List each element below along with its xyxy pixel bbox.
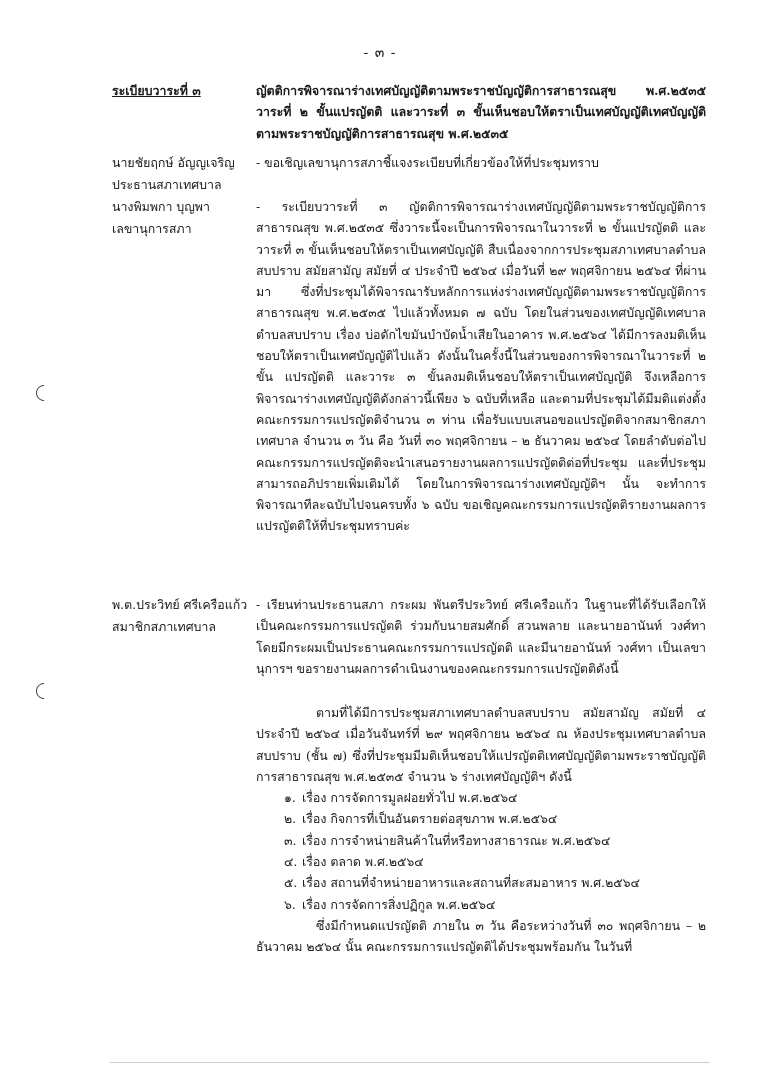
item-number: ๕.	[284, 875, 298, 891]
page-number: - ๓ -	[363, 45, 397, 61]
meeting-summary-paragraph: ตามที่ได้มีการประชุมสภาเทศบาลตำบลสบปราบ สมัยสามัญ สมัยที่ ๔ ประจำปี ๒๕๖๔ เมื่อวันจันทร์ที่ ๒๙ พฤศจิกายน ๒๕๖๔ ณ ห้องประชุมเทศบาลตำบลสบปราบ (ชั้น ๗) ซึ่งที่ประชุมมีมติเห็นชอบให้แปรญัตติเทศบัญญัติตามพระราชบัญญัติการสาธารณสุข พ.ศ.๒๕๓๕ จำนวน ๖ ร่างเทศบัญญัติฯ ดังนี้	[256, 705, 706, 784]
item-number: ๖.	[284, 896, 296, 912]
list-item	[284, 787, 706, 808]
item-text: เรื่อง การจัดการสิ่งปฏิกูล พ.ศ.๒๕๖๔	[302, 896, 496, 912]
binder-hole-mark	[33, 382, 56, 405]
secretary-explanation-paragraph: - ระเบียบวาระที่ ๓ ญัตติการพิจารณาร่างเทศบัญญัติตามพระราชบัญญัติการสาธารณสุข พ.ศ.๒๕๓๕ ซึ่งวาระนี้จะเป็นการพิจารณาในวาระที่ ๒ ขั้นแปรญัตติ และวาระที่ ๓ ขั้นเห็นชอบให้ตราเป็นเทศบัญญัติ สืบเนื่องจากการประชุมสภาเทศบาลตำบลสบปราบ สมัยสามัญ สมัยที่ ๔ ประจำปี ๒๕๖๔ เมื่อวันที่ ๒๙ พฤศจิกายน ๒๕๖๔ ที่ผ่านมา ซึ่งที่ประชุมได้พิจารณารับหลักการแห่งร่างเทศบัญญัติตามพระราชบัญญัติการสาธารณสุข พ.ศ.๒๕๓๕ ไปแล้วทั้งหมด ๗ ฉบับ โดยในส่วนของเทศบัญญัติเทศบาลตำบลสบปราบ เรื่อง บ่อดักไขมันบำบัดน้ำเสียในอาคาร พ.ศ.๒๕๖๔ ได้มีการลงมติเห็นชอบให้ตราเป็นเทศบัญญัติไปแล้ว ดังนั้นในครั้งนี้ในส่วนของการพิจารณาในวาระที่ ๒ ขั้น แปรญัตติ และวาระ ๓ ขั้นลงมติเห็นชอบให้ตราเป็นเทศบัญญัติ จึงเหลือการพิจารณาร่างเทศบัญญัติดังกล่าวนี้เพียง ๖ ฉบับที่เหลือ และตามที่ประชุมได้มีมติแต่งตั้งคณะกรรมการแปรญัตติจำนวน ๓ ท่าน เพื่อรับแบบเสนอขอแปรญัตติจากสมาชิกสภาเทศบาล จำนวน ๓ วัน คือ วันที่ ๓๐ พฤศจิกายน – ๒ ธันวาคม ๒๕๖๔ โดยลำดับต่อไป คณะกรรมการแปรญัตติจะนำเสนอรายงานผลการแปรญัตติต่อที่ประชุม และที่ประชุมสามารถอภิปรายเพิ่มเติมได้ โดยในการพิจารณาร่างเทศบัญญัติฯ นั้น จะทำการพิจารณาทีละฉบับไปจนครบทั้ง ๖ ฉบับ ขอเชิญคณะกรรมการแปรญัตติรายงานผลการแปรญัตติให้ที่ประชุมทราบค่ะ	[256, 199, 706, 534]
member-role: สมาชิกสภาเทศบาล	[112, 619, 216, 634]
list-item	[284, 808, 706, 829]
list-item	[284, 872, 706, 893]
item-text: เรื่อง การจัดการมูลฝอยทั่วไป พ.ศ.๒๕๖๔	[302, 790, 518, 806]
item-number: ๓.	[284, 832, 297, 848]
secretary-role: เลขานุการสภา	[112, 221, 192, 236]
ordinance-list	[256, 787, 706, 915]
agenda-label: ระเบียบวาระที่ ๓	[112, 83, 201, 98]
item-number: ๔.	[284, 854, 298, 870]
member-report-paragraph: - เรียนท่านประธานสภา กระผม พันตรีประวิทย์ ศรีเครือแก้ว ในฐานะที่ได้รับเลือกให้เป็นคณะกรรมการแปรญัตติ ร่วมกับนายสมศักดิ์ สวนพลาย และนายอานันท์ วงศ์ทา โดยมีกระผมเป็นประธานคณะกรรมการแปรญัตติ และมีนายอานันท์ วงศ์ทา เป็นเลขานุการฯ ขอรายงานผลการดำเนินงานของคณะกรรมการแปรญัตติดังนี้	[256, 597, 706, 676]
closing-paragraph: ซึ่งมีกำหนดแปรญัตติ ภายใน ๓ วัน คือระหว่างวันที่ ๓๐ พฤศจิกายน – ๒ ธันวาคม ๒๕๖๔ นั้น คณะกรรมการแปรญัตติได้ประชุมพร้อมกัน ในวันที่	[256, 917, 706, 955]
secretary-name: นางพิมพกา บุญพา	[112, 199, 210, 214]
list-item	[284, 894, 706, 915]
chair-role: ประธานสภาเทศบาล	[112, 177, 222, 192]
binder-hole-mark	[33, 680, 56, 703]
item-text: เรื่อง การจำหน่ายสินค้าในที่หรือทางสาธารณะ พ.ศ.๒๕๖๔	[302, 832, 611, 848]
item-number: ๑.	[284, 790, 296, 806]
list-item	[284, 830, 706, 851]
chair-name: นายชัยฤกษ์ อัญญเจริญ	[112, 155, 235, 170]
item-text: เรื่อง กิจการที่เป็นอันตรายต่อสุขภาพ พ.ศ.๒๕๖๔	[302, 811, 558, 827]
chair-invite-paragraph: - ขอเชิญเลขานุการสภาชี้แจงระเบียบที่เกี่ยวข้องให้ที่ประชุมทราบ	[256, 155, 599, 170]
page-bottom-rule	[110, 1062, 710, 1063]
item-text: เรื่อง ตลาด พ.ศ.๒๕๖๔	[302, 854, 424, 870]
list-item	[284, 851, 706, 872]
member-name: พ.ต.ประวิทย์ ศรีเครือแก้ว	[112, 597, 248, 612]
item-number: ๒.	[284, 811, 297, 827]
item-text: เรื่อง สถานที่จำหน่ายอาหารและสถานที่สะสมอาหาร พ.ศ.๒๕๖๔	[302, 875, 640, 891]
agenda-title: ญัตติการพิจารณาร่างเทศบัญญัติตามพระราชบัญญัติการสาธารณสุข พ.ศ.๒๕๓๕ วาระที่ ๒ ขั้นแปรญัตติ และวาระที่ ๓ ขั้นเห็นชอบให้ตราเป็นเทศบัญญัติเทศบัญญัติตามพระราชบัญญัติการสาธารณสุข พ.ศ.๒๕๓๕	[256, 83, 706, 141]
